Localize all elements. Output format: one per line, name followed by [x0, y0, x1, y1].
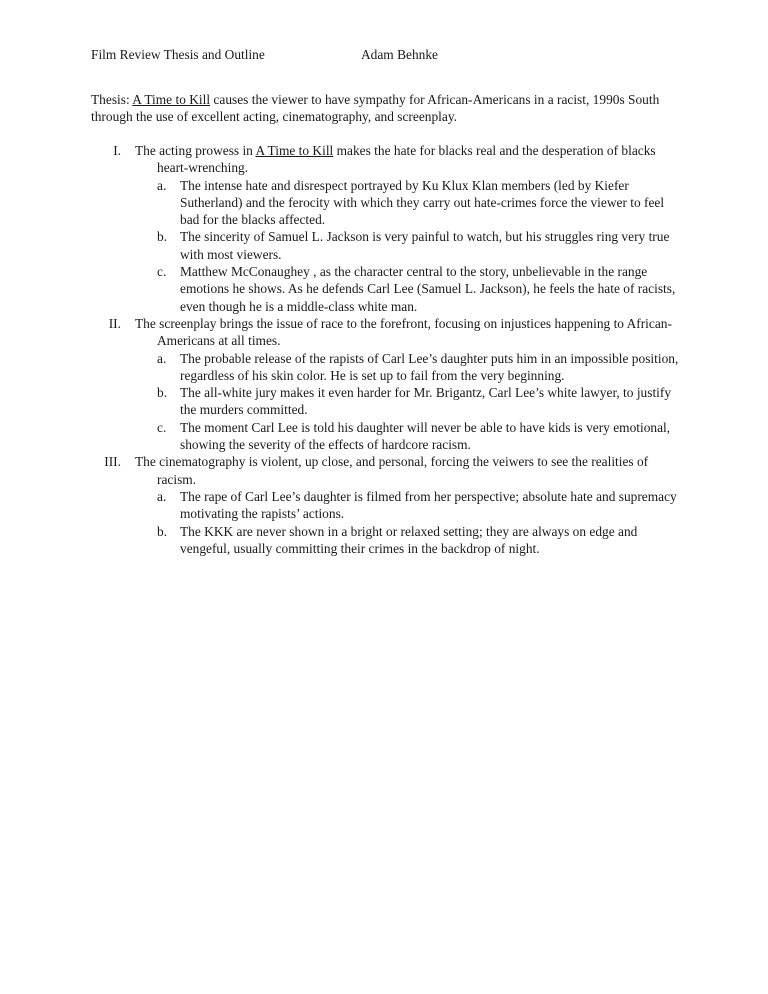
item-letter: a. — [157, 488, 167, 504]
item-letter: b. — [157, 229, 168, 245]
item-letter: a. — [157, 350, 167, 366]
outline-item-1c — [91, 263, 681, 315]
outline-item-1b — [91, 228, 681, 263]
item-text: The sincerity of Samuel L. Jackson is very painful to watch, but his struggles ring very true with most viewers. — [180, 229, 670, 262]
item-letter: b. — [157, 523, 168, 539]
section-heading: The cinematography is violent, up close, and personal, forcing the veiwers to see the realities of racism. — [135, 454, 649, 487]
outline-item-3b — [91, 523, 681, 558]
section-film-title: A Time to Kill — [255, 143, 334, 158]
item-text: The probable release of the rapists of Carl Lee’s daughter puts him in an impossible position, regardless of his skin color. He is set up to fail from the very beginning. — [180, 350, 679, 383]
author-name: Adam Behnke — [361, 47, 438, 62]
item-letter: c. — [157, 419, 167, 435]
item-text: The KKK are never shown in a bright or relaxed setting; they are always on edge and vengeful, usually committing their crimes in the backdrop of night. — [180, 523, 638, 556]
thesis-text: causes the viewer to have sympathy for African-Americans in a racist, 1990s South through the use of excellent acting, cinematography, and screenplay. — [91, 92, 660, 125]
section-heading-before: The acting prowess in — [135, 143, 256, 158]
thesis-film-title: A Time to Kill — [132, 92, 211, 107]
outline-item-3a — [91, 488, 681, 523]
item-text: The rape of Carl Lee’s daughter is filmed from her perspective; absolute hate and supremacy motivating the rapists’ actions. — [180, 488, 677, 522]
item-text: The all-white jury makes it even harder for Mr. Brigantz, Carl Lee’s white lawyer, to justify the murders committed. — [180, 385, 672, 418]
section-numeral: II. — [108, 315, 121, 331]
item-text: The intense hate and disrespect portrayed by Ku Klux Klan members (led by Kiefer Sutherland) and the ferocity with which they carry out hate-crimes force the viewer to feel bad for the blacks affected. — [180, 177, 665, 228]
item-text: Matthew McConaughey , as the character central to the story, unbelievable in the range emotions he shows. As he defends Carl Lee (Samuel L. Jackson), he feels the hate of racists, even though he is a middle-class white man. — [180, 264, 676, 314]
outline-section-1 — [91, 142, 681, 177]
section-numeral: III. — [104, 454, 121, 470]
section-heading — [135, 142, 681, 177]
outline-item-2c — [91, 419, 681, 454]
outline-section-2 — [91, 315, 681, 350]
thesis-statement — [91, 91, 681, 126]
document-header — [91, 46, 691, 64]
outline-section-3 — [91, 453, 681, 488]
outline — [91, 142, 681, 557]
section-numeral: I. — [113, 143, 121, 158]
outline-item-2b — [91, 384, 681, 419]
outline-item-2a — [91, 350, 681, 385]
outline-item-1a — [91, 177, 681, 229]
section-heading: The screenplay brings the issue of race to the forefront, focusing on injustices happening to African-Americans at all times. — [135, 315, 672, 349]
thesis-label: Thesis: — [91, 92, 133, 107]
item-letter: c. — [157, 264, 167, 280]
item-letter: b. — [157, 385, 168, 401]
document-title: Film Review Thesis and Outline — [91, 47, 265, 62]
section-heading-after: makes the hate for blacks real and the desperation of blacks heart-wrenching. — [157, 143, 656, 176]
item-letter: a. — [157, 177, 167, 193]
item-text: The moment Carl Lee is told his daughter will never be able to have kids is very emotional, showing the severity of the effects of hardcore racism. — [180, 419, 671, 453]
